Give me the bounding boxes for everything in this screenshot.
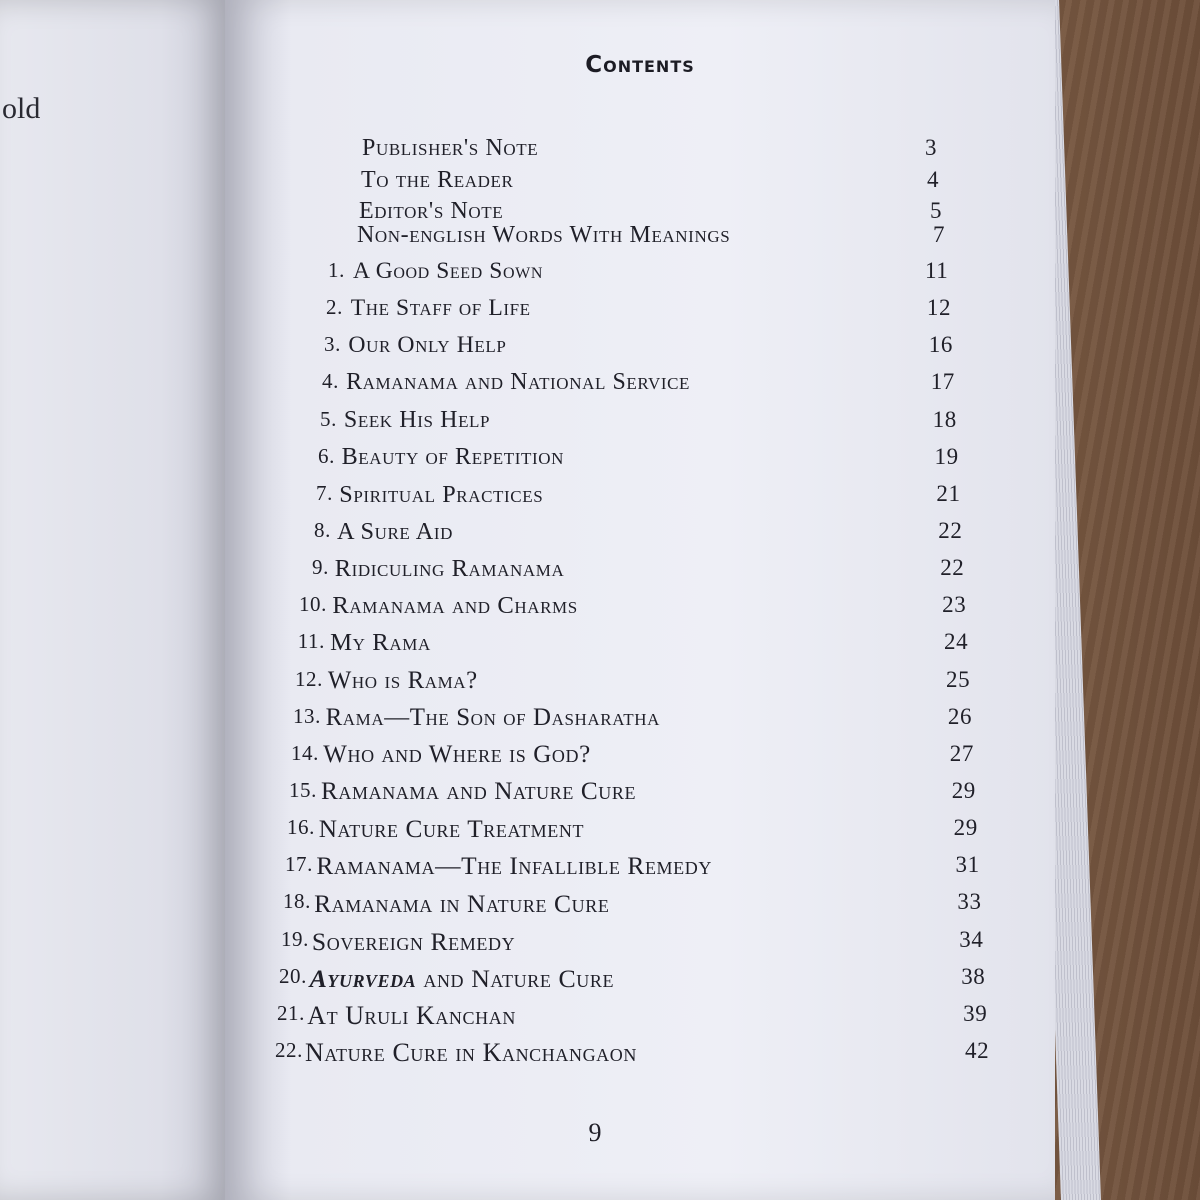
toc-chapter-number: 12. [294,666,323,691]
toc-entry-page: 12 [926,295,952,321]
toc-entry-title: Ramanama—The Infallible Remedy [316,852,712,881]
toc-chapter-number: 1. [328,258,345,282]
toc-entry-title: The Staff of Life [350,295,531,322]
toc-entry-page: 31 [955,852,980,878]
toc-chapter-number: 16. [286,815,315,840]
page-number: 9 [588,1118,602,1147]
toc-chapter-item [225,555,1055,591]
toc-entry-page: 34 [959,926,984,952]
toc-entry-page: 33 [957,889,982,915]
toc-front-matter-item [225,135,1055,171]
toc-chapter-item [225,407,1055,443]
toc-entry-page: 19 [934,443,959,469]
toc-chapter-number: 9. [312,555,329,580]
toc-entry-title [310,964,614,994]
table-of-contents [225,0,1055,1100]
toc-entry-title: Who and Where is God? [323,740,591,768]
toc-entry-page: 38 [961,963,986,989]
toc-entry-page: 29 [953,815,978,841]
toc-entry-title: At Uruli Kanchan [307,1000,516,1030]
toc-chapter-item [225,889,1055,925]
toc-entry-title: Spiritual Practices [339,480,544,508]
toc-entry-page: 3 [925,135,938,160]
toc-entry-page: 25 [946,666,971,692]
toc-entry-page: 26 [947,703,973,729]
toc-entry-page: 42 [965,1038,990,1063]
toc-entry-title: Beauty of Repetition [341,443,564,470]
toc-chapter-number: 15. [288,778,317,802]
contents-page [225,0,1055,1200]
toc-chapter-number: 14. [290,740,319,765]
toc-chapter-item [225,258,1055,294]
toc-entry-page: 16 [928,332,953,358]
toc-chapter-number: 11. [297,629,325,654]
toc-chapter-item [225,444,1055,480]
toc-chapter-item [225,778,1055,814]
toc-entry-page: 11 [925,258,949,283]
toc-entry-title: My Rama [330,629,431,657]
toc-entry-page: 21 [936,480,961,506]
toc-entry-italic-term: Ayurveda [309,963,417,993]
toc-entry-page: 5 [930,198,943,223]
toc-entry-title: Ramanama and Nature Cure [321,778,637,805]
toc-entry-title: To the Reader [361,167,514,193]
toc-entry-title: Who is Rama? [327,666,478,694]
toc-chapter-number: 6. [318,443,335,468]
toc-entry-title: Ramanama in Nature Cure [314,889,610,919]
toc-entry-title: Sovereign Remedy [311,926,516,956]
toc-entry-page: 39 [963,1000,988,1026]
toc-chapter-number: 4. [322,369,339,394]
toc-chapter-item [225,852,1055,888]
toc-chapter-number: 2. [326,295,343,320]
toc-entry-title: Seek His Help [343,406,491,433]
toc-chapter-item [225,369,1055,405]
toc-chapter-item [225,1001,1055,1037]
toc-chapter-number: 3. [324,332,341,357]
toc-chapter-number: 21. [276,1000,305,1025]
toc-entry-page: 18 [932,406,957,432]
toc-chapter-number: 20. [278,963,307,988]
toc-chapter-item [225,592,1055,628]
toc-entry-page: 7 [933,222,946,247]
toc-chapter-item [225,332,1055,368]
toc-entry-title: Nature Cure in Kanchangaon [305,1038,637,1067]
toc-entry-title: Ridiculing Ramanama [334,555,565,583]
toc-entry-title: Rama—The Son of Dasharatha [325,703,660,731]
page-title: Contents [585,52,695,78]
toc-chapter-item [225,1038,1055,1074]
toc-entry-page: 23 [942,592,967,618]
toc-entry-title: Nature Cure Treatment [318,815,585,844]
toc-chapter-number: 5. [320,406,337,431]
toc-chapter-item [225,815,1055,851]
toc-chapter-number: 22. [274,1038,303,1062]
toc-entry-title: Ramanama and National Service [346,369,691,396]
toc-chapter-item [225,964,1055,1000]
left-page [0,0,230,1200]
toc-entry-title: Our Only Help [348,332,507,359]
left-page-text-fragment: old [2,92,41,125]
toc-chapter-item [225,518,1055,554]
toc-chapter-number: 8. [314,518,331,542]
toc-chapter-item [225,667,1055,703]
toc-entry-page: 4 [927,167,940,192]
toc-entry-page: 22 [938,518,963,543]
toc-chapter-item [225,295,1055,331]
toc-entry-title: A Good Seed Sown [353,258,543,284]
toc-entry-page: 17 [930,369,955,395]
toc-entry-title-rest: and Nature Cure [416,963,615,993]
toc-chapter-item [225,481,1055,517]
toc-chapter-number: 17. [284,852,313,877]
toc-front-matter-item [225,222,1055,258]
toc-entry-title: Publisher's Note [362,135,539,161]
toc-chapter-item [225,741,1055,777]
toc-entry-page: 27 [949,740,974,766]
toc-chapter-item [225,704,1055,740]
toc-entry-page: 29 [951,778,976,803]
toc-entry-page: 22 [940,555,965,581]
toc-chapter-number: 10. [298,592,327,617]
toc-chapter-number: 13. [292,703,321,728]
toc-chapter-number: 19. [280,926,309,951]
toc-entry-title: Editor's Note [359,198,504,224]
toc-entry-title: A Sure Aid [337,518,454,545]
toc-chapter-item [225,927,1055,963]
toc-chapter-number: 18. [282,889,311,914]
toc-chapter-number: 7. [316,480,333,505]
toc-entry-page: 24 [944,629,969,655]
toc-entry-title: Non-english Words With Meanings [357,222,731,248]
toc-entry-title: Ramanama and Charms [332,592,578,620]
toc-chapter-item [225,629,1055,665]
